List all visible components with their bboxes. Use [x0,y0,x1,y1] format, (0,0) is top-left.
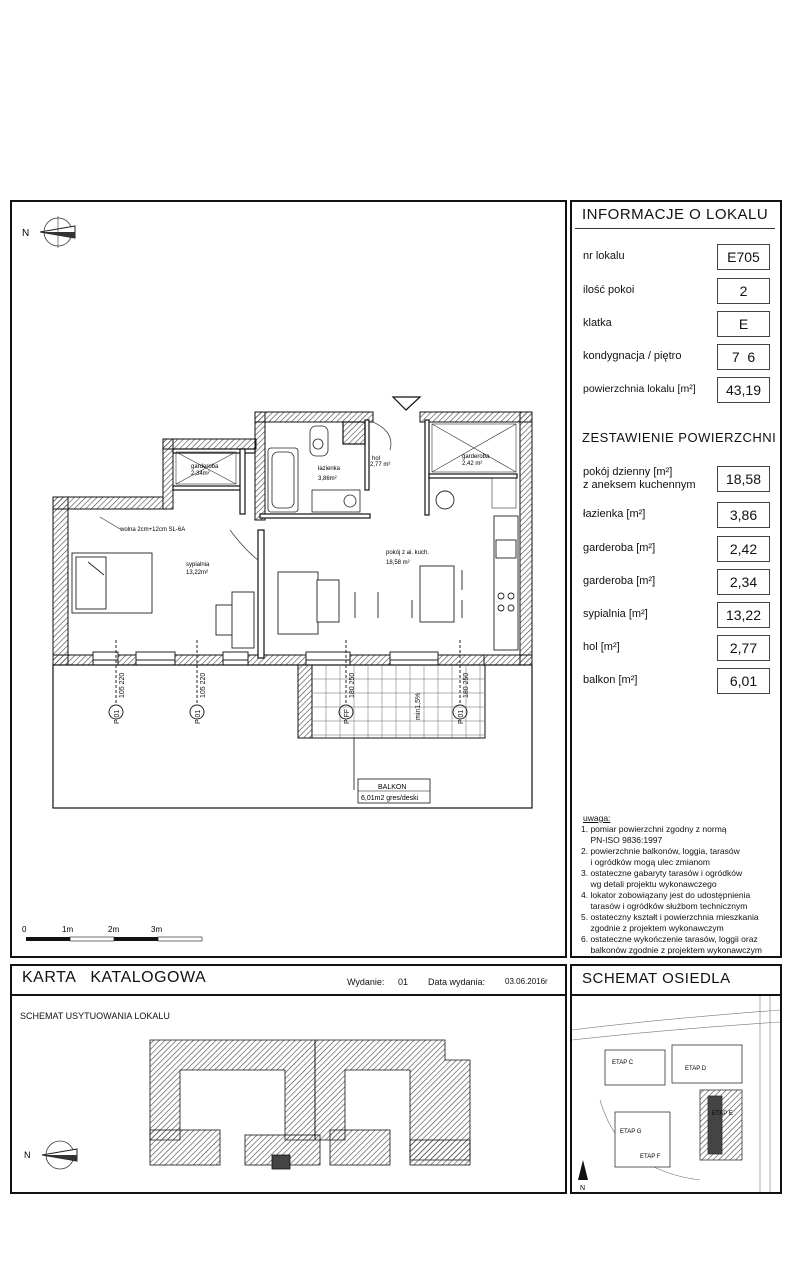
etap-label: ETAP F [640,1154,661,1160]
estate-schematic [572,996,780,1192]
scale-label: 1m [62,925,74,934]
catalog-title: KARTA KATALOGOWA [22,969,207,986]
north-arrow-icon [22,216,75,248]
note-line: 1. pomiar powierzchni zgodny z normą [581,824,727,834]
scale-label: 2m [108,925,120,934]
area-label-hall: hol [m²] [583,641,620,653]
balcony-label: BALKON [378,784,407,791]
area-label-wardrobe2: garderoba [m²] [583,575,656,587]
note-line: 5. ostateczny kształt i powierzchnia mieszkania [581,912,759,922]
note-line: tarasów i ogródków służbom technicznym [581,901,748,911]
edition-label: Wydanie: [347,977,385,987]
estate-title: SCHEMAT OSIEDLA [582,970,731,987]
note-line: 2. powierzchnie balkonów, loggia, tarasów [581,846,740,856]
info-label-stair: klatka [583,317,612,329]
date-label: Data wydania: [428,977,486,987]
note-line: wg detali projektu wykonawczego [581,879,717,889]
room-label-living: pokój z ai. kuch. [386,550,430,556]
entrance-icon [393,397,420,410]
north-arrow-small-icon [24,1141,77,1169]
note-line: PN-ISO 9836:1997 [581,835,663,845]
notes-list [581,824,781,956]
area-value-wardrobe1: 2,42 [717,536,770,562]
room-label-bedroom: sypialnia [186,562,210,568]
note-line: 4. lokator zobowiązany jest do udostępnienia [581,890,751,900]
placement-title: SCHEMAT USYTUOWANIA LOKALU [20,1011,170,1021]
room-label-wardrobe2: garderoba [462,454,490,460]
footer-divider [10,994,567,996]
area-value-living: 18,58 [717,466,770,492]
note-line: 3. ostateczne gabaryty tarasów i ogródków [581,868,743,878]
info-label-area: powierzchnia lokalu [m²] [583,383,696,395]
area-label-bedroom: sypialnia [m²] [583,608,648,620]
building-blocks [150,1040,470,1169]
north-label: N [22,228,30,239]
estate-roads [572,996,780,1192]
scale-label: 0 [22,925,27,934]
area-value-hall: 2,77 [717,635,770,661]
note-line: balkonów zgodnie z projektem wykonawczym [581,945,762,955]
room-area-living: 18,58 m² [386,560,410,566]
area-value-wardrobe2: 2,34 [717,569,770,595]
etap-label: ETAP C [612,1060,634,1066]
area-value-balcony: 6,01 [717,668,770,694]
door-swing [373,422,391,450]
etap-label: ETAP D [685,1066,707,1072]
window-dim: 180 250 [349,672,356,698]
balcony [298,665,485,738]
info-label-nr: nr lokalu [583,250,625,262]
areas-title: ZESTAWIENIE POWIERZCHNI [582,430,777,445]
info-value-area: 43,19 [717,377,770,403]
window-dim: 105 220 [200,672,207,698]
room-label-hall: hol [372,456,381,462]
scale-label: 3m [151,925,163,934]
info-value-floor: 7 6 [717,344,770,370]
area-label-balcony: balkon [m²] [583,674,638,686]
room-label-bathroom: łazienka [318,466,341,472]
estate-north-icon [578,1160,588,1192]
room-area-wardrobe1: 2,34m² [191,471,210,477]
info-label-rooms: ilość pokoi [583,284,635,296]
info-value-stair: E [717,311,770,337]
window-label: P 01 [195,709,202,724]
info-label-floor: kondygnacja / piętro [583,350,682,362]
area-label-wardrobe1: garderoba [m²] [583,542,656,554]
area-value-bedroom: 13,22 [717,602,770,628]
info-title: INFORMACJE O LOKALU [582,206,769,223]
note-line: zgodnie z projektem wykonawczym [581,923,724,933]
area-label-living: pokój dzienny [m²] [583,466,673,478]
window-dim: 105 220 [119,672,126,698]
placement-schematic [12,1020,565,1192]
scale-bar [22,925,202,941]
room-label-wardrobe1: garderoba [191,464,219,470]
slope-label: min1,5% [415,692,422,720]
notes-heading: uwaga: [583,813,611,823]
window-label: P 01 [114,709,121,724]
room-area-bedroom: 13,22m² [186,570,209,576]
bedroom-furniture [72,553,254,648]
etap-label: ETAP G [620,1129,642,1135]
info-value-rooms: 2 [717,278,770,304]
door-swing-bedroom [230,530,258,560]
info-value-nr: E705 [717,244,770,270]
date-value: 03.06.2016r [505,977,548,986]
room-area-bathroom: 3,86m² [318,476,337,482]
area-label-living-2: z aneksem kuchennym [583,479,696,491]
note-line: i ogródków mogą ulec zmianom [581,857,710,867]
window-dim: 180 250 [463,672,470,698]
north-label-small: N [24,1150,31,1160]
unit-highlight [272,1155,290,1169]
room-area-hall: 2,77 m² [370,462,391,468]
area-value-bath: 3,86 [717,502,770,528]
note-line: 6. ostateczne wykończenie tarasów, loggii oraz [581,934,758,944]
estate-north-label: N [580,1185,586,1192]
window-marker-labels [114,673,470,724]
balcony-value: 6,01m2 gres/deski [361,795,419,802]
window-label: P FF [344,708,351,724]
area-label-bath: łazienka [m²] [583,508,646,520]
etap-label: ETAP E [712,1111,733,1117]
room-area-wardrobe2: 2,42 m² [462,461,483,467]
info-title-rule [575,228,775,229]
edition-value: 01 [398,977,409,987]
beam-note: wolna 2cm+12cm SL-6A [120,527,186,533]
floor-plan [12,202,565,956]
beam-leader [100,517,120,529]
window-label: P 01 [458,709,465,724]
